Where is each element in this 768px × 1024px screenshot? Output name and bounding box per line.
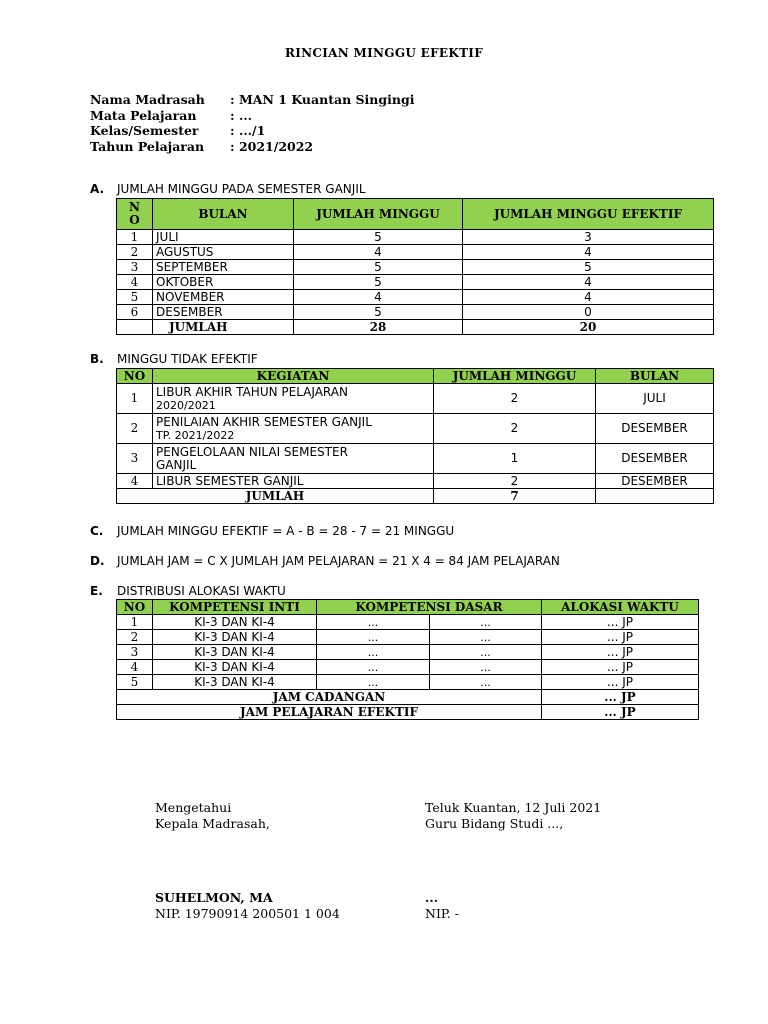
table-row: 4 LIBUR SEMESTER GANJIL 2 DESEMBER xyxy=(117,474,714,489)
info-row-kelas xyxy=(90,123,414,139)
section-letter: C. xyxy=(90,524,104,538)
signature-left-name: SUHELMON, MA xyxy=(155,890,273,905)
header-jumlah-efektif: JUMLAH MINGGU EFEKTIF xyxy=(463,199,714,230)
signature-left-name-block xyxy=(155,890,340,922)
page-title: RINCIAN MINGGU EFEKTIF xyxy=(284,46,484,60)
info-value: : .../1 xyxy=(230,123,266,138)
section-title: JUMLAH MINGGU PADA SEMESTER GANJIL xyxy=(117,182,366,196)
info-label: Tahun Pelajaran xyxy=(90,138,205,154)
table-efektif-row: JAM PELAJARAN EFEKTIF ... JP xyxy=(117,705,699,720)
table-row: 6 DESEMBER 5 0 xyxy=(117,305,714,320)
info-value: : 2021/2022 xyxy=(230,138,314,154)
header-jumlah-minggu: JUMLAH MINGGU xyxy=(434,369,596,384)
section-e-heading xyxy=(90,584,286,598)
info-value: : MAN 1 Kuantan Singingi xyxy=(230,92,415,107)
table-header-row xyxy=(117,199,714,230)
signature-right-name-block xyxy=(425,890,459,922)
table-row: 2 PENILAIAN AKHIR SEMESTER GANJIL TP. 2021/2022 2 DESEMBER xyxy=(117,414,714,444)
signature-right-nip: NIP. - xyxy=(425,906,459,921)
table-row: 3 KI-3 DAN KI-4 ... ... ... JP xyxy=(117,645,699,660)
header-bulan: BULAN xyxy=(153,199,294,230)
signature-left xyxy=(155,800,270,832)
header-ki: KOMPETENSI INTI xyxy=(153,600,317,615)
table-row: 1 LIBUR AKHIR TAHUN PELAJARAN 2020/2021 2 JULI xyxy=(117,384,714,414)
header-no: N O xyxy=(117,199,153,230)
table-minggu-tidak-efektif xyxy=(116,368,714,504)
table-row: 5 KI-3 DAN KI-4 ... ... ... JP xyxy=(117,675,699,690)
section-letter: B. xyxy=(90,352,104,366)
info-label: Mata Pelajaran xyxy=(90,107,197,123)
info-label: Nama Madrasah xyxy=(90,92,205,107)
table-header-row xyxy=(117,369,714,384)
table-row: 5 NOVEMBER 4 4 xyxy=(117,290,714,305)
section-d xyxy=(90,554,560,568)
section-letter: A. xyxy=(90,182,105,196)
section-c xyxy=(90,524,454,538)
table-total-row: JUMLAH 7 xyxy=(117,489,714,504)
table-row: 2 KI-3 DAN KI-4 ... ... ... JP xyxy=(117,630,699,645)
table-row: 1 JULI 5 3 xyxy=(117,230,714,245)
header-jumlah-minggu: JUMLAH MINGGU xyxy=(294,199,463,230)
table-minggu-semester xyxy=(116,198,714,335)
signature-left-nip: NIP. 19790914 200501 1 004 xyxy=(155,906,340,921)
info-label: Kelas/Semester xyxy=(90,123,199,138)
table-row: 4 KI-3 DAN KI-4 ... ... ... JP xyxy=(117,660,699,675)
table-cadangan-row: JAM CADANGAN ... JP xyxy=(117,690,699,705)
info-value: : ... xyxy=(230,107,253,123)
info-row-mapel xyxy=(90,108,414,124)
table-total-row: JUMLAH 28 20 xyxy=(117,320,714,335)
signature-right xyxy=(425,800,601,832)
info-row-madrasah xyxy=(90,92,414,108)
info-row-tahun xyxy=(90,139,414,155)
section-a-heading xyxy=(90,182,366,196)
signature-left-line1: Mengetahui xyxy=(155,800,232,815)
header-aw: ALOKASI WAKTU xyxy=(542,600,699,615)
table-row: 2 AGUSTUS 4 4 xyxy=(117,245,714,260)
table-row: 3 PENGELOLAAN NILAI SEMESTER GANJIL 1 DESEMBER xyxy=(117,444,714,474)
table-distribusi-alokasi xyxy=(116,599,699,720)
section-title: DISTRIBUSI ALOKASI WAKTU xyxy=(117,584,286,598)
section-letter: D. xyxy=(90,554,105,568)
table-header-row xyxy=(117,600,699,615)
signature-right-name: ... xyxy=(425,890,439,905)
section-title: MINGGU TIDAK EFEKTIF xyxy=(117,352,258,366)
header-no: NO xyxy=(117,369,153,384)
table-row: 3 SEPTEMBER 5 5 xyxy=(117,260,714,275)
header-kegiatan: KEGIATAN xyxy=(153,369,434,384)
table-row: 4 OKTOBER 5 4 xyxy=(117,275,714,290)
table-row: 1 KI-3 DAN KI-4 ... ... ... JP xyxy=(117,615,699,630)
header-no: NO xyxy=(117,600,153,615)
section-text: JUMLAH MINGGU EFEKTIF = A - B = 28 - 7 = 21 MINGGU xyxy=(117,524,455,538)
signature-right-line1: Teluk Kuantan, 12 Juli 2021 xyxy=(425,800,602,815)
info-block xyxy=(90,92,414,154)
header-kd: KOMPETENSI DASAR xyxy=(317,600,542,615)
signature-left-line2: Kepala Madrasah, xyxy=(155,816,270,831)
header-bulan: BULAN xyxy=(596,369,714,384)
section-letter: E. xyxy=(90,584,103,598)
signature-right-line2: Guru Bidang Studi ..., xyxy=(425,816,564,831)
section-b-heading xyxy=(90,352,258,366)
section-text: JUMLAH JAM = C X JUMLAH JAM PELAJARAN = 21 X 4 = 84 JAM PELAJARAN xyxy=(117,554,560,568)
